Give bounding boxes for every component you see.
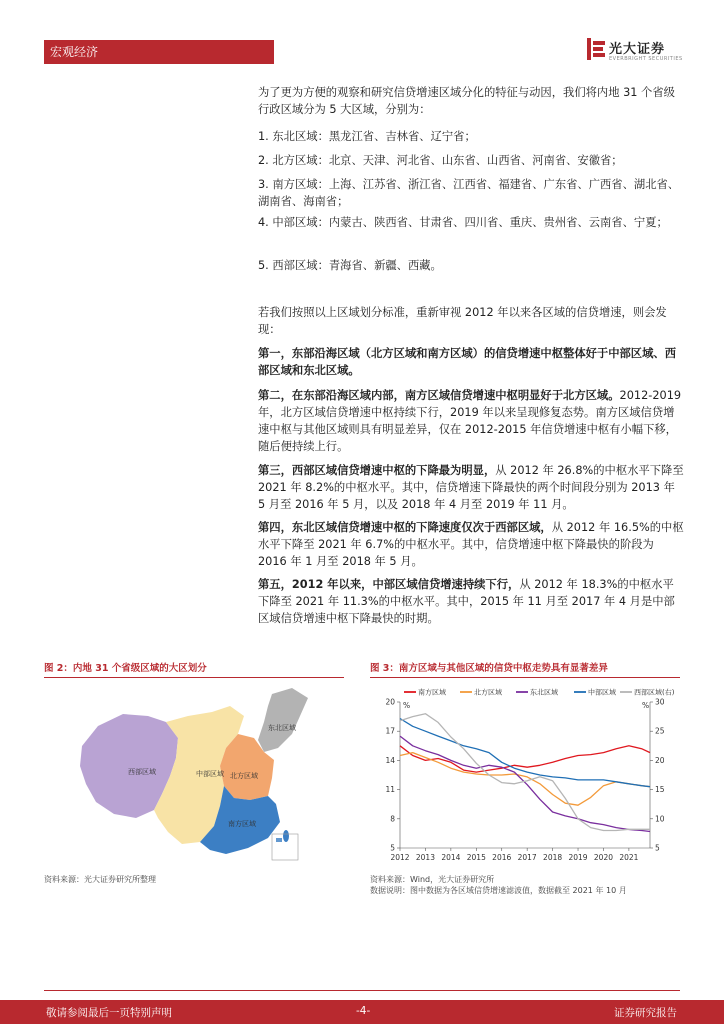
- map-inset-fill: [276, 838, 282, 842]
- map-region-northeast: [258, 688, 308, 752]
- finding-text: 从 2012 年 26.8%的中枢水平下降至 2021 年 8.2%的中枢水平。其中，信贷增速下降最快的两个时间段分别为 2013 年 5 月至 2016 年 5 月，以及 2018 年 4 月至 2019 年 11 月。: [258, 464, 684, 511]
- figure3-source: 资料来源：Wind，光大证券研究所: [370, 875, 495, 884]
- brand-logo-icon: [587, 38, 605, 60]
- region-item: [258, 214, 684, 231]
- footer-disclaimer: [46, 1005, 172, 1020]
- finding-paragraph: [258, 345, 684, 379]
- series-line: [400, 746, 650, 772]
- region-name: 西部区域：: [272, 259, 329, 272]
- intro-paragraph: 为了更为方便的观察和研究信贷增速区域分化的特征与动因，我们将内地 31 个省级行政区域分为 5 大区域，分别为：: [258, 86, 675, 116]
- finding-lead: 第四，东北区域信贷增速中枢的下降速度仅次于西部区域，: [258, 521, 552, 534]
- map-label-south: 南方区域: [228, 820, 256, 828]
- finding-lead: 第一，东部沿海区域（北方区域和南方区域）的信贷增速中枢整体好于中部区域、西部区域和东北区域。: [258, 347, 676, 377]
- y-tick-label-right: 15: [655, 785, 665, 795]
- x-tick-label: 2019: [568, 853, 588, 862]
- finding-lead: 第二，在东部沿海区域内部，南方区域信贷增速中枢明显好于北方区域。: [258, 389, 620, 402]
- finding-paragraph: [258, 576, 684, 627]
- x-tick-label: 2015: [466, 853, 486, 862]
- region-number: 1.: [258, 130, 269, 143]
- finding-text: 从 2012 年 18.3%的中枢水平下降至 2021 年 11.3%的中枢水平。其中，2015 年 11 月至 2017 年 4 月是中部区域信贷增速中枢下降最快的时期。: [258, 578, 675, 625]
- x-tick-label: 2013: [415, 853, 435, 862]
- y-unit-right: %: [642, 701, 650, 710]
- y-tick-label-left: 17: [385, 726, 395, 736]
- y-tick-label-left: 5: [390, 843, 395, 853]
- y-tick-label-right: 20: [655, 755, 665, 765]
- finding-paragraph: [258, 387, 684, 455]
- review-paragraph: 若我们按照以上区域划分标准，重新审视 2012 年以来各区域的信贷增速，则会发现：: [258, 306, 667, 336]
- y-tick-label-left: 8: [390, 814, 395, 824]
- page-number-text: -4-: [356, 1005, 371, 1017]
- brand-logo: [587, 36, 687, 66]
- y-tick-label-right: 10: [655, 814, 665, 824]
- brand-name: 光大证券: [609, 42, 666, 57]
- x-tick-label: 2014: [441, 853, 461, 862]
- finding-paragraph: [258, 519, 684, 570]
- region-provinces: 青海省、新疆、西藏。: [328, 259, 442, 272]
- map-label-west: 西部区域: [128, 768, 156, 776]
- region-number: 3.: [258, 178, 269, 191]
- map-label-north: 北方区域: [230, 772, 258, 780]
- series-line: [400, 753, 650, 806]
- map-label-central: 中部区域: [196, 770, 224, 778]
- legend-label: 东北区域: [530, 688, 558, 697]
- y-tick-label-right: 30: [655, 697, 665, 707]
- x-tick-label: 2018: [543, 853, 563, 862]
- footer-report-type-text: 证券研究报告: [614, 1007, 677, 1019]
- page-number: [356, 1005, 370, 1017]
- legend-label: 北方区域: [474, 688, 502, 697]
- region-provinces: 北京、天津、河北省、山东省、山西省、河南省、安徽省；: [328, 154, 623, 167]
- china-region-map: [78, 686, 318, 862]
- legend-label: 中部区域: [588, 688, 616, 697]
- region-name: 南方区域：: [272, 178, 329, 191]
- footer-divider: [44, 990, 680, 991]
- map-label-northeast: 东北区域: [268, 724, 296, 732]
- map-taiwan: [283, 830, 289, 842]
- region-number: 5.: [258, 259, 269, 272]
- region-name: 北方区域：: [272, 154, 329, 167]
- legend-label: 南方区域: [418, 688, 446, 697]
- x-tick-label: 2020: [593, 853, 614, 862]
- section-label: 宏观经济: [50, 45, 99, 59]
- figure3-title: 图 3：南方区域与其他区域的信贷中枢走势具有显著差异: [370, 663, 608, 674]
- x-tick-label: 2017: [517, 853, 537, 862]
- figure2-source: 资料来源：光大证券研究所整理: [44, 875, 156, 884]
- footer-report-type: [614, 1005, 677, 1020]
- x-tick-label: 2021: [619, 853, 639, 862]
- finding-paragraph: [258, 462, 684, 513]
- finding-lead: 第三，西部区域信贷增速中枢的下降最为明显，: [258, 464, 496, 477]
- y-tick-label-left: 14: [385, 755, 395, 765]
- credit-growth-chart: [370, 680, 680, 866]
- region-item: [258, 152, 684, 169]
- figure2-rule: [44, 677, 344, 678]
- finding-text: 2012-2019 年，北方区域信贷增速中枢持续下行，2019 年以来呈现修复态势。南方区域信贷增速中枢与其他区域则具有明显差异，仅在 2012-2015 年信贷增速中枢有小幅下移，随后便持续上行。: [258, 389, 682, 453]
- y-tick-label-left: 20: [385, 697, 395, 707]
- region-name: 东北区域：: [272, 130, 329, 143]
- y-tick-label-right: 5: [655, 843, 660, 853]
- region-item: [258, 128, 684, 145]
- finding-text: 从 2012 年 16.5%的中枢水平下降至 2021 年 6.7%的中枢水平。其中，信贷增速中枢下降最快的阶段为 2016 年 1 月至 2018 年 5 月。: [258, 521, 684, 568]
- figure2-title: 图 2：内地 31 个省级区域的大区划分: [44, 663, 207, 674]
- x-tick-label: 2012: [390, 853, 410, 862]
- y-unit-left: %: [403, 701, 411, 710]
- figure3-rule: [370, 677, 680, 678]
- x-tick-label: 2016: [492, 853, 512, 862]
- region-provinces: 上海、江苏省、浙江省、江西省、福建省、广东省、广西省、湖北省、湖南省、海南省；: [258, 178, 680, 208]
- region-name: 中部区域：: [272, 216, 329, 229]
- region-provinces: 黑龙江省、吉林省、辽宁省；: [328, 130, 476, 143]
- region-provinces: 内蒙古、陕西省、甘肃省、四川省、重庆、贵州省、云南省、宁夏；: [328, 216, 668, 229]
- y-tick-label-left: 11: [385, 785, 395, 795]
- region-item: [258, 176, 684, 210]
- region-number: 4.: [258, 216, 269, 229]
- brand-subtitle: EVERBRIGHT SECURITIES: [609, 56, 683, 62]
- y-tick-label-right: 25: [655, 726, 665, 736]
- figure3-note: 数据说明：图中数据为各区域信贷增速滤波值，数据截至 2021 年 10 月: [370, 886, 627, 895]
- legend-label: 西部区域(右): [634, 688, 675, 697]
- footer-disclaimer-text: 敬请参阅最后一页特别声明: [46, 1007, 172, 1019]
- finding-lead: 第五，2012 年以来，中部区域信贷增速持续下行，: [258, 578, 520, 591]
- region-number: 2.: [258, 154, 269, 167]
- region-item: [258, 257, 684, 274]
